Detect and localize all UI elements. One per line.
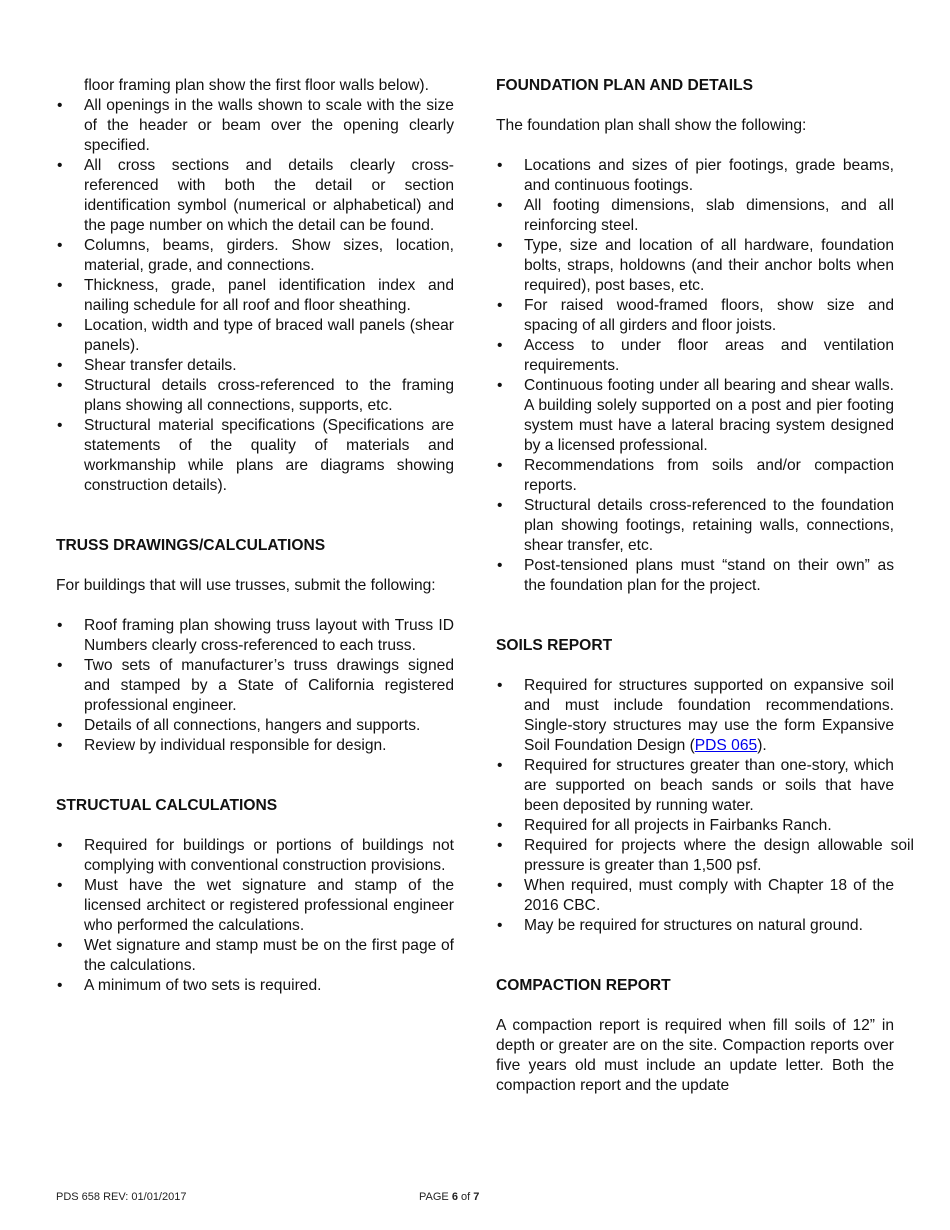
pds-065-link[interactable]: PDS 065 [694,737,758,754]
truss-heading: TRUSS DRAWINGS/CALCULATIONS [56,537,326,554]
truss-intro: For buildings that will use trusses, submit the following: [56,577,436,594]
bullet-icon: • [497,157,503,174]
bullet-icon: • [57,737,63,754]
truss-list [56,616,454,756]
bullet-icon: • [497,497,503,514]
calculations-heading: STRUCTUAL CALCULATIONS [56,797,278,814]
list-item: • Thickness, grade, panel identification index and nailing schedule for all roof and floor sheathing. [57,277,454,314]
list-item: • Details of all connections, hangers and supports. [57,717,421,734]
bullet-icon: • [497,917,503,934]
compaction-heading: COMPACTION REPORT [496,977,671,994]
list-item: • All cross sections and details clearly cross-referenced with both the detail or section identification symbol (numerical or alphabetical) and the page number on which the detail can be found. [57,157,454,234]
bullet-icon: • [57,277,63,294]
list-item: • Required for structures greater than one-story, which are supported on beach sands or soils that have been deposited by running water. [497,757,894,814]
bullet-icon: • [57,657,63,674]
framing-continuation: floor framing plan show the first floor walls below). [84,77,429,94]
list-item: • Continuous footing under all bearing and shear walls. A building solely supported on a post and pier footing system must have a lateral bracing system designed by a licensed professional. [497,377,894,454]
compaction-text: A compaction report is required when fill soils of 12” in depth or greater are on the site. Compaction reports over five years old must include an update letter. Both the compaction report and the update [496,1017,894,1094]
list-item: • Must have the wet signature and stamp of the licensed architect or registered professional engineer who performed the calculations. [57,877,454,934]
page-number: PAGE 6 of 7 [419,1191,480,1203]
list-item: • All footing dimensions, slab dimensions, and all reinforcing steel. [497,197,894,234]
list-item: • All openings in the walls shown to scale with the size of the header or beam over the opening clearly specified. [57,97,454,154]
bullet-icon: • [497,337,503,354]
list-item: • Review by individual responsible for design. [57,737,387,754]
list-item: • For raised wood-framed floors, show size and spacing of all girders and floor joists. [497,297,894,334]
bullet-icon: • [497,297,503,314]
bullet-icon: • [57,357,63,374]
list-item: • Structural material specifications (Specifications are statements of the quality of materials and workmanship while plans are diagrams showing construction details). [57,417,454,494]
bullet-icon: • [57,157,63,174]
bullet-icon: • [497,757,503,774]
calculations-list [56,836,454,996]
right-column [496,76,914,1096]
bullet-icon: • [57,717,63,734]
list-item: • Required for buildings or portions of buildings not complying with conventional construction provisions. [57,837,454,874]
list-item: • Type, size and location of all hardware, foundation bolts, straps, holdowns (and their anchor bolts when required), post bases, etc. [497,237,894,294]
list-item: • May be required for structures on natural ground. [497,917,863,934]
bullet-icon: • [497,237,503,254]
bullet-icon: • [57,417,63,434]
soils-heading: SOILS REPORT [496,637,613,654]
bullet-icon: • [497,837,503,854]
list-item: • Location, width and type of braced wall panels (shear panels). [57,317,454,354]
list-item: • Post-tensioned plans must “stand on their own” as the foundation plan for the project. [497,557,894,594]
bullet-icon: • [57,837,63,854]
foundation-heading: FOUNDATION PLAN AND DETAILS [496,77,753,94]
framing-list [56,96,454,496]
bullet-icon: • [57,937,63,954]
form-id: PDS 658 REV: 01/01/2017 [56,1191,187,1203]
list-item: • Roof framing plan showing truss layout with Truss ID Numbers clearly cross-referenced to each truss. [57,617,454,654]
list-item: • Required for all projects in Fairbanks Ranch. [497,817,832,834]
bullet-icon: • [497,677,503,694]
list-item: • Required for projects where the design allowable soil pressure is greater than 1,500 psf. [497,837,914,874]
bullet-icon: • [497,557,503,574]
list-item: • A minimum of two sets is required. [57,977,322,994]
bullet-icon: • [57,977,63,994]
bullet-icon: • [57,877,63,894]
list-item: • Recommendations from soils and/or compaction reports. [497,457,894,494]
list-item: • Locations and sizes of pier footings, grade beams, and continuous footings. [497,157,894,194]
bullet-icon: • [497,197,503,214]
bullet-icon: • [497,377,503,394]
bullet-icon: • [497,457,503,474]
list-item: • Wet signature and stamp must be on the first page of the calculations. [57,937,454,974]
list-item: • Access to under floor areas and ventilation requirements. [497,337,894,374]
bullet-icon: • [497,817,503,834]
bullet-icon: • [57,317,63,334]
bullet-icon: • [57,377,63,394]
bullet-icon: • [497,877,503,894]
bullet-icon: • [57,97,63,114]
list-item: • Structural details cross-referenced to the foundation plan showing footings, retaining walls, connections, shear transfer, etc. [497,497,894,554]
list-item: • When required, must comply with Chapter 18 of the 2016 CBC. [497,877,894,914]
soils-list [496,676,914,936]
list-item: • Required for structures supported on expansive soil and must include foundation recommendations. Single-story structures may use the form Expansive Soil Foundation Design (PDS 065). [497,677,894,754]
list-item: • Columns, beams, girders. Show sizes, location, material, grade, and connections. [57,237,454,274]
left-column [56,76,454,996]
list-item: • Two sets of manufacturer’s truss drawings signed and stamped by a State of California registered professional engineer. [57,657,454,714]
bullet-icon: • [57,617,63,634]
list-item: • Structural details cross-referenced to the framing plans showing all connections, supports, etc. [57,377,454,414]
foundation-intro: The foundation plan shall show the following: [496,117,807,134]
foundation-list [496,156,894,596]
list-item: • Shear transfer details. [57,357,237,374]
bullet-icon: • [57,237,63,254]
